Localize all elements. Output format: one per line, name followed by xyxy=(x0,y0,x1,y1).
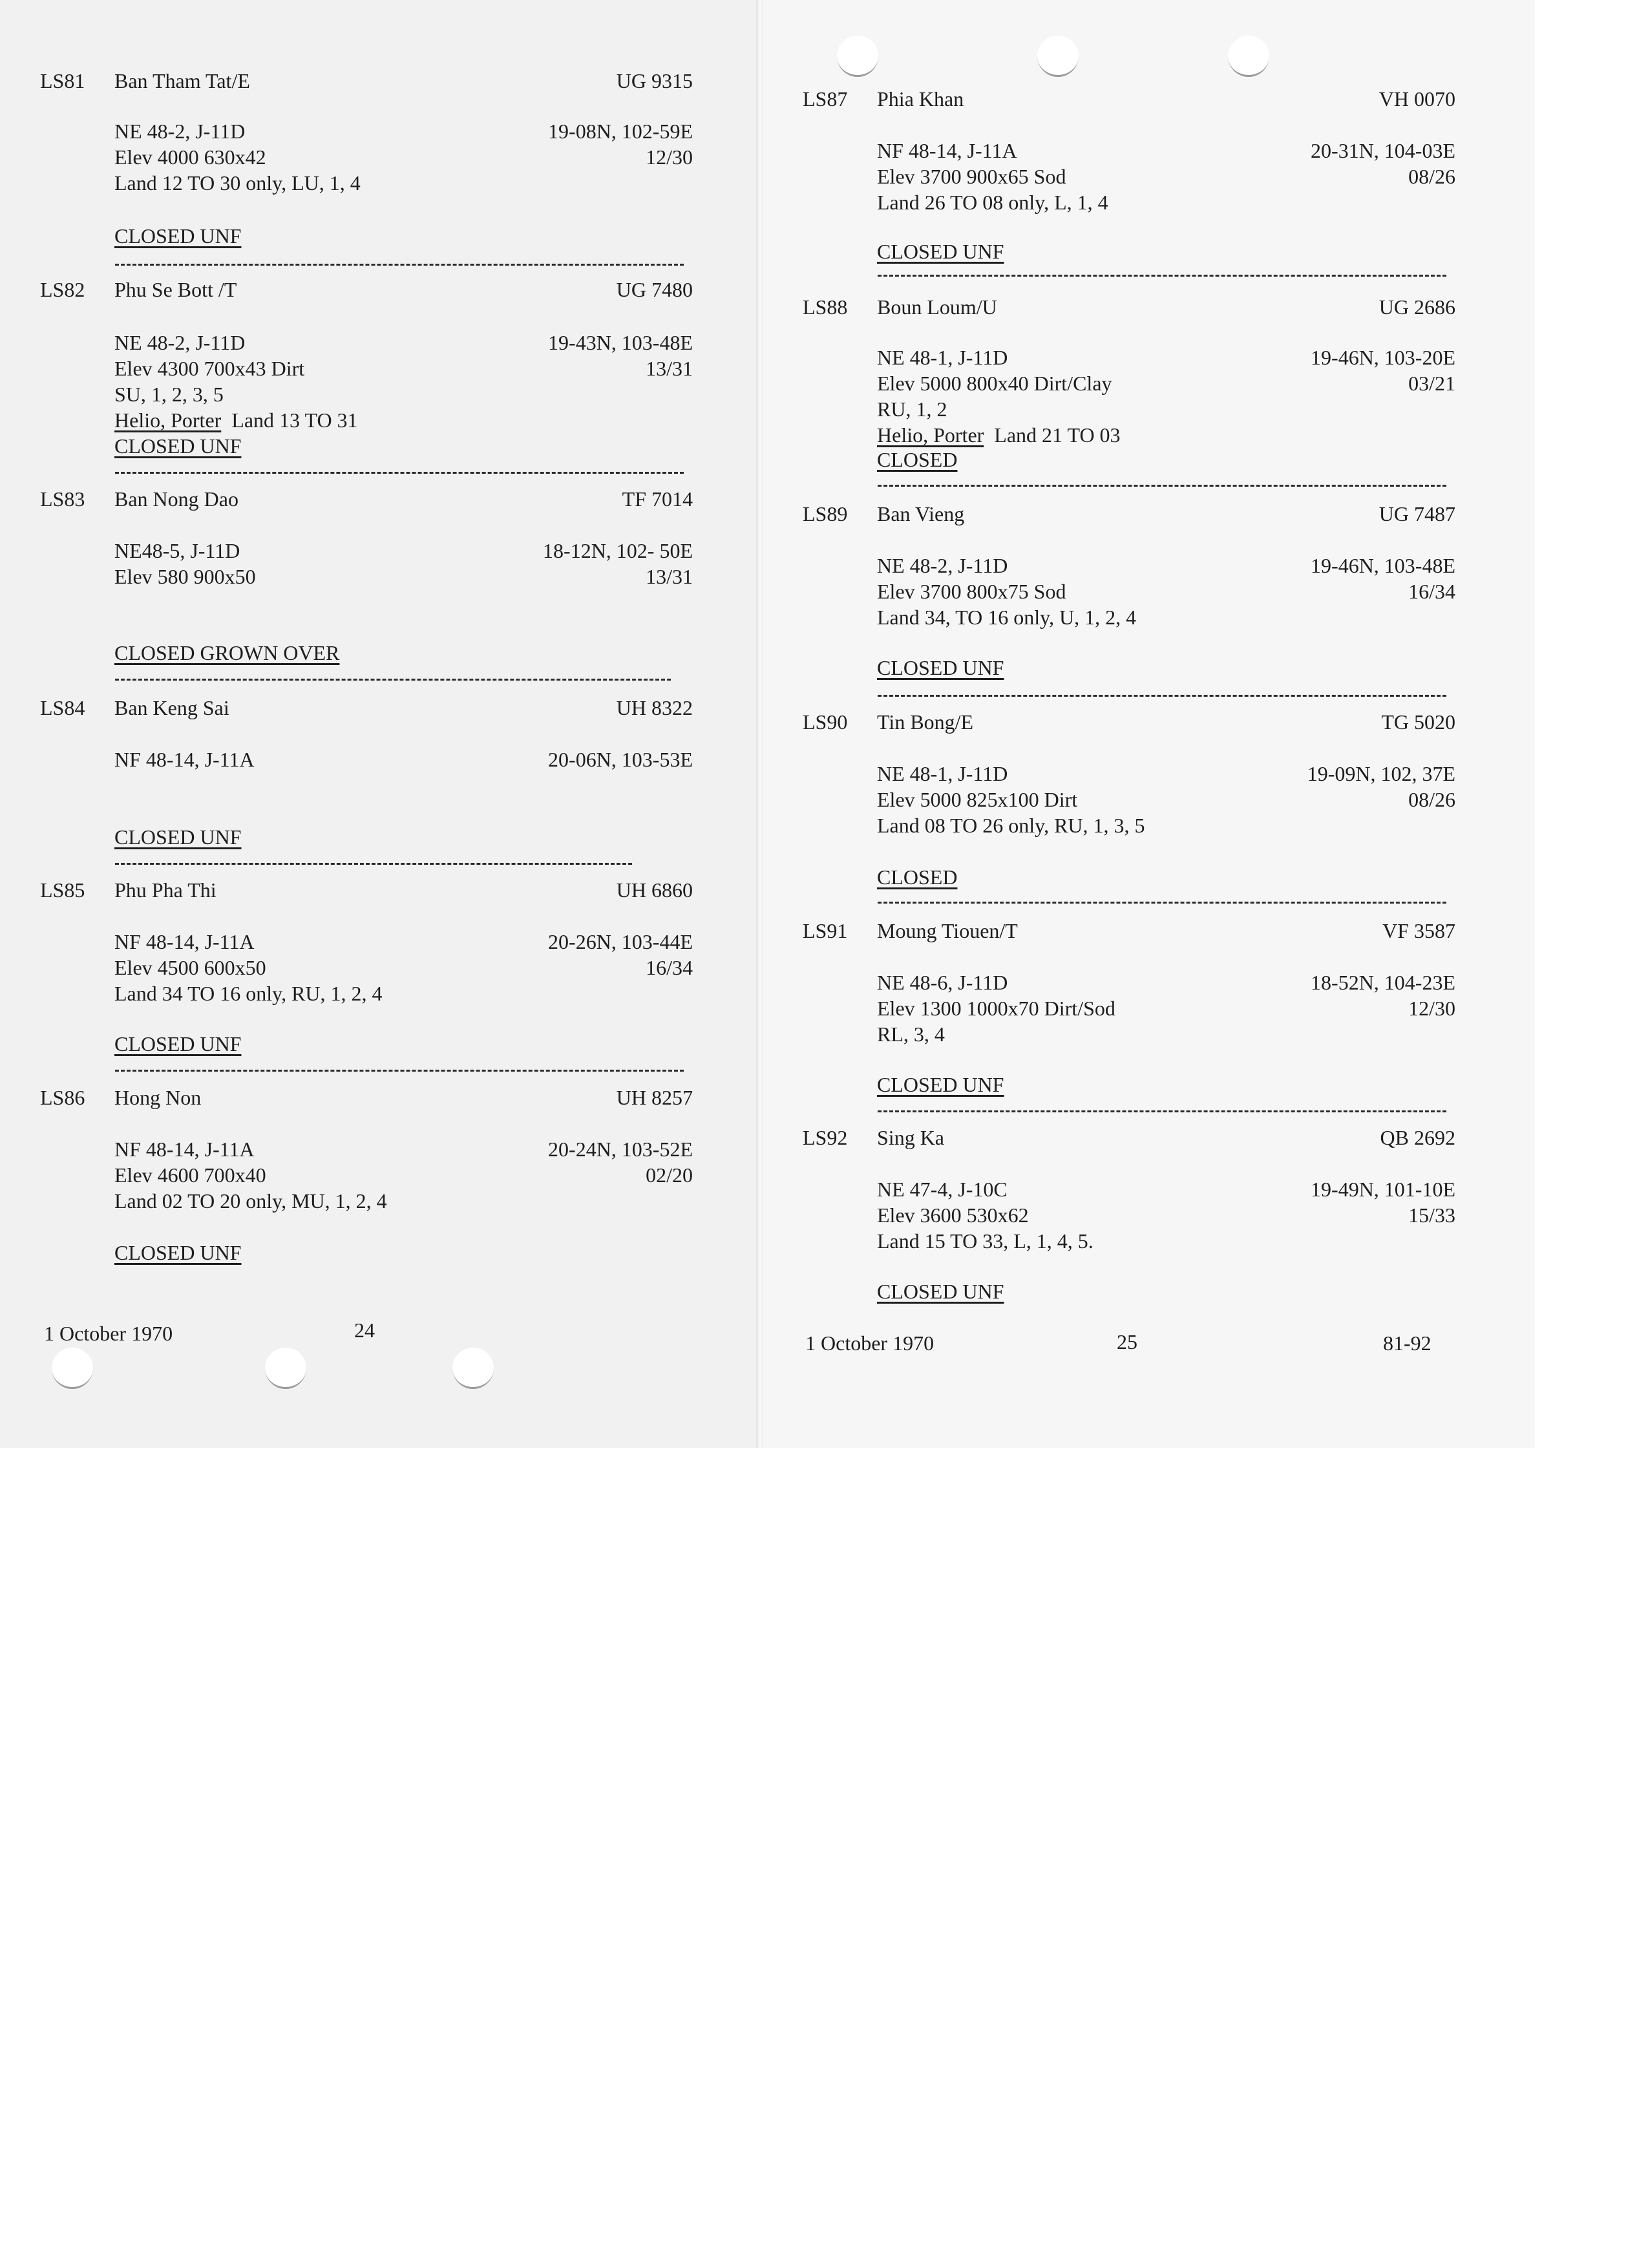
status-label: CLOSED UNF xyxy=(114,825,242,849)
dashed-divider xyxy=(115,264,684,266)
status-label: CLOSED UNF xyxy=(877,1073,1004,1096)
site-name: Boun Loum/U xyxy=(877,295,997,319)
status-label: CLOSED UNF xyxy=(114,434,242,458)
coordinates: 20-06N, 103-53E xyxy=(548,748,693,771)
elevation-line: Elev 3700 900x65 Sod xyxy=(877,165,1066,188)
punch-hole xyxy=(1037,36,1079,77)
coordinates: 20-24N, 103-52E xyxy=(548,1138,693,1161)
status-label: CLOSED UNF xyxy=(114,1241,242,1264)
usage-line: RL, 3, 4 xyxy=(877,1023,945,1046)
site-name: Moung Tiouen/T xyxy=(877,919,1018,942)
site-name: Hong Non xyxy=(114,1086,202,1109)
dashed-divider xyxy=(115,863,632,865)
runway-heading: 15/33 xyxy=(1408,1203,1455,1227)
dashed-divider xyxy=(115,472,684,474)
footer-date: 1 October 1970 xyxy=(805,1331,935,1355)
elevation-line: Elev 3600 530x62 xyxy=(877,1203,1029,1227)
site-name: Ban Keng Sai xyxy=(114,696,229,719)
chart-line: NE 48-6, J-11D xyxy=(877,971,1008,994)
landing-line: Land 15 TO 33, L, 1, 4, 5. xyxy=(877,1229,1093,1253)
site-code: LS91 xyxy=(803,919,848,942)
elevation-line: Elev 1300 1000x70 Dirt/Sod xyxy=(877,997,1115,1020)
elevation-line: Elev 5000 800x40 Dirt/Clay xyxy=(877,372,1112,395)
runway-heading: 08/26 xyxy=(1408,788,1455,811)
runway-heading: 02/20 xyxy=(646,1163,693,1187)
dashed-divider xyxy=(878,695,1446,697)
dashed-divider xyxy=(878,485,1446,487)
usage-line: RU, 1, 2 xyxy=(877,397,947,421)
landing-line: Land 34 TO 16 only, RU, 1, 2, 4 xyxy=(114,982,383,1005)
punch-hole xyxy=(837,36,878,77)
aircraft-types: Helio, Porter xyxy=(114,408,222,432)
airstrip-entry-ls85 xyxy=(40,877,693,1065)
punch-hole xyxy=(52,1348,93,1389)
page-number: 25 xyxy=(1117,1330,1137,1353)
status-label: CLOSED UNF xyxy=(877,240,1004,263)
site-code: LS92 xyxy=(803,1126,848,1149)
airstrip-entry-ls91 xyxy=(803,918,1455,1105)
coordinates: 19-46N, 103-20E xyxy=(1311,346,1455,369)
aircraft-line xyxy=(114,407,358,433)
runway-heading: 16/34 xyxy=(1408,580,1455,603)
grid-reference: VF 3587 xyxy=(1382,919,1455,942)
grid-reference: UH 8322 xyxy=(616,696,693,719)
airstrip-entry-ls92 xyxy=(803,1125,1455,1312)
status-label: CLOSED xyxy=(877,448,958,471)
runway-heading: 16/34 xyxy=(646,956,693,979)
dashed-divider xyxy=(878,275,1446,277)
elevation-line: Elev 4600 700x40 xyxy=(114,1163,266,1187)
status-label: CLOSED UNF xyxy=(877,1280,1004,1303)
grid-reference: TG 5020 xyxy=(1381,710,1455,734)
site-code: LS86 xyxy=(40,1086,85,1109)
chart-line: NF 48-14, J-11A xyxy=(114,748,255,771)
grid-reference: QB 2692 xyxy=(1380,1126,1455,1149)
site-name: Ban Vieng xyxy=(877,502,965,525)
punch-hole xyxy=(1228,36,1269,77)
page-number: 24 xyxy=(354,1319,375,1342)
grid-reference: UH 8257 xyxy=(616,1086,693,1109)
site-code: LS85 xyxy=(40,878,85,902)
coordinates: 19-46N, 103-48E xyxy=(1311,554,1455,577)
airstrip-entry-ls82 xyxy=(40,277,693,464)
airstrip-entry-ls81 xyxy=(40,68,693,255)
site-name: Phu Se Bott /T xyxy=(114,278,237,301)
status-label: CLOSED UNF xyxy=(114,224,242,248)
elevation-line: Elev 580 900x50 xyxy=(114,565,256,588)
right-page xyxy=(763,0,1535,1448)
chart-line: NF 48-14, J-11A xyxy=(114,930,255,953)
status-label: CLOSED UNF xyxy=(114,1032,242,1055)
airstrip-entry-ls84 xyxy=(40,695,693,856)
elevation-line: Elev 3700 800x75 Sod xyxy=(877,580,1066,603)
coordinates: 20-31N, 104-03E xyxy=(1311,139,1455,162)
punch-hole xyxy=(265,1348,306,1389)
aircraft-types: Helio, Porter xyxy=(877,423,984,447)
runway-heading: 08/26 xyxy=(1408,165,1455,188)
airstrip-entry-ls88 xyxy=(803,294,1455,482)
elevation-line: Elev 4500 600x50 xyxy=(114,956,266,979)
chart-line: NF 48-14, J-11A xyxy=(877,139,1017,162)
footer-date: 1 October 1970 xyxy=(44,1322,173,1345)
runway-heading: 12/30 xyxy=(1408,997,1455,1020)
coordinates: 19-43N, 103-48E xyxy=(548,331,693,354)
status-label: CLOSED xyxy=(877,865,958,889)
runway-heading: 12/30 xyxy=(646,145,693,169)
coordinates: 18-52N, 104-23E xyxy=(1311,971,1455,994)
coordinates: 20-26N, 103-44E xyxy=(548,930,693,953)
landing-line: Land 34, TO 16 only, U, 1, 2, 4 xyxy=(877,606,1137,629)
grid-reference: TF 7014 xyxy=(622,487,693,511)
coordinates: 18-12N, 102- 50E xyxy=(543,539,693,562)
status-label: CLOSED UNF xyxy=(877,656,1004,679)
site-code: LS81 xyxy=(40,69,85,92)
site-code: LS89 xyxy=(803,502,848,525)
dashed-divider xyxy=(115,679,671,681)
usage-line: SU, 1, 2, 3, 5 xyxy=(114,383,224,406)
site-name: Tin Bong/E xyxy=(877,710,974,734)
runway-heading: 03/21 xyxy=(1408,372,1455,395)
aircraft-line xyxy=(877,422,1121,448)
landing-direction: Land 21 TO 03 xyxy=(994,423,1121,447)
site-name: Phu Pha Thi xyxy=(114,878,217,902)
grid-reference: UG 7487 xyxy=(1379,502,1455,525)
site-code: LS87 xyxy=(803,87,848,111)
site-name: Sing Ka xyxy=(877,1126,944,1149)
chart-line: NE 47-4, J-10C xyxy=(877,1178,1008,1201)
airstrip-entry-ls83 xyxy=(40,486,693,673)
dashed-divider xyxy=(878,1110,1446,1112)
grid-reference: UG 9315 xyxy=(616,69,693,92)
coordinates: 19-08N, 102-59E xyxy=(548,120,693,143)
airstrip-entry-ls90 xyxy=(803,709,1455,896)
chart-line: NE 48-2, J-11D xyxy=(114,120,246,143)
landing-line: Land 12 TO 30 only, LU, 1, 4 xyxy=(114,171,361,195)
runway-heading: 13/31 xyxy=(646,565,693,588)
grid-reference: VH 0070 xyxy=(1379,87,1455,111)
site-name: Ban Tham Tat/E xyxy=(114,69,250,92)
landing-line: Land 08 TO 26 only, RU, 1, 3, 5 xyxy=(877,814,1145,837)
site-code: LS84 xyxy=(40,696,85,719)
grid-reference: UG 7480 xyxy=(616,278,693,301)
chart-line: NF 48-14, J-11A xyxy=(114,1138,255,1161)
site-code: LS83 xyxy=(40,487,85,511)
grid-reference: UG 2686 xyxy=(1379,295,1455,319)
landing-line: Land 02 TO 20 only, MU, 1, 2, 4 xyxy=(114,1189,387,1213)
left-page xyxy=(0,0,757,1448)
site-name: Phia Khan xyxy=(877,87,964,111)
chart-line: NE 48-2, J-11D xyxy=(114,331,246,354)
airstrip-entry-ls87 xyxy=(803,86,1455,273)
landing-direction: Land 13 TO 31 xyxy=(231,408,358,432)
chart-line: NE 48-2, J-11D xyxy=(877,554,1008,577)
airstrip-entry-ls86 xyxy=(40,1085,693,1272)
grid-reference: UH 6860 xyxy=(616,878,693,902)
status-label: CLOSED GROWN OVER xyxy=(114,641,340,664)
airstrip-entry-ls89 xyxy=(803,501,1455,688)
elevation-line: Elev 4300 700x43 Dirt xyxy=(114,357,305,380)
coordinates: 19-49N, 101-10E xyxy=(1311,1178,1455,1201)
runway-heading: 13/31 xyxy=(646,357,693,380)
dashed-divider xyxy=(115,1070,684,1072)
site-name: Ban Nong Dao xyxy=(114,487,238,511)
site-code: LS88 xyxy=(803,295,848,319)
coordinates: 19-09N, 102, 37E xyxy=(1307,762,1455,785)
chart-line: NE 48-1, J-11D xyxy=(877,346,1008,369)
dashed-divider xyxy=(878,902,1446,904)
chart-line: NE 48-1, J-11D xyxy=(877,762,1008,785)
site-code: LS82 xyxy=(40,278,85,301)
entry-range: 81-92 xyxy=(1383,1331,1431,1355)
site-code: LS90 xyxy=(803,710,848,734)
chart-line: NE48-5, J-11D xyxy=(114,539,240,562)
elevation-line: Elev 5000 825x100 Dirt xyxy=(877,788,1078,811)
elevation-line: Elev 4000 630x42 xyxy=(114,145,266,169)
punch-hole xyxy=(452,1348,494,1389)
landing-line: Land 26 TO 08 only, L, 1, 4 xyxy=(877,191,1108,214)
